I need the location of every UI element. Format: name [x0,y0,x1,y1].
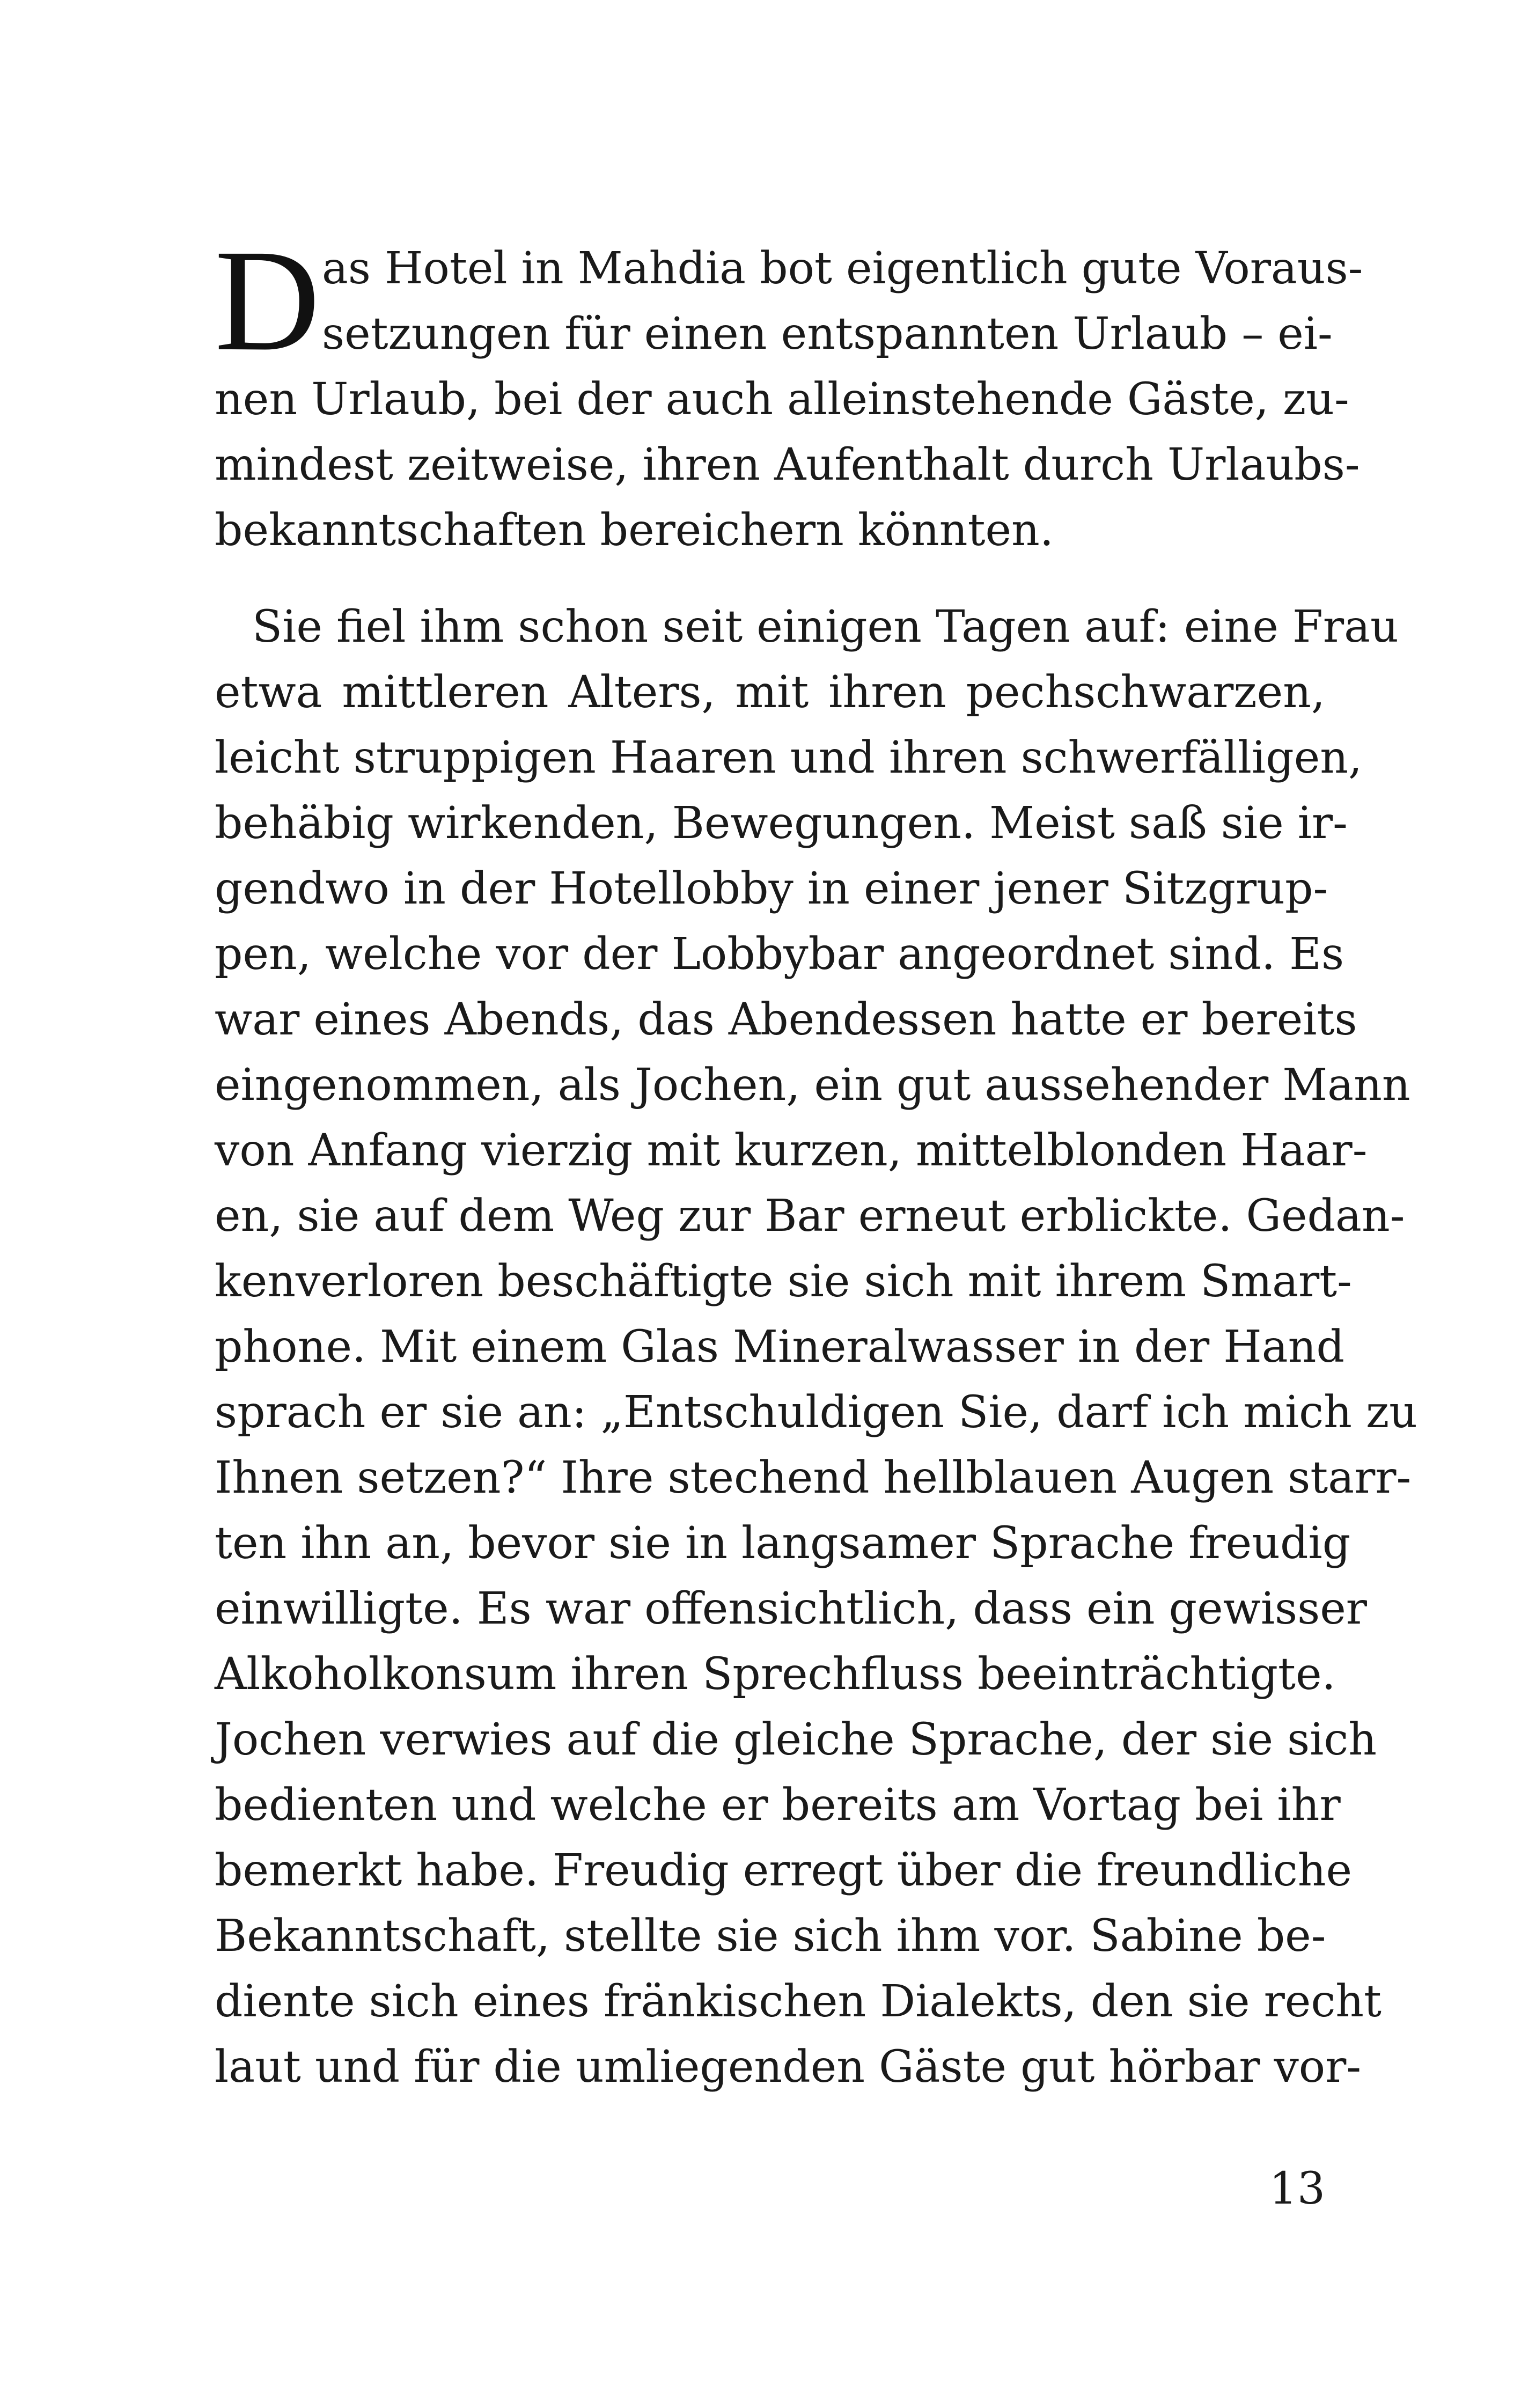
text-line: nen Urlaub, bei der auch alleinstehende Gäste, zu- [215,374,1349,425]
text-line: pen, welche vor der Lobbybar angeordnet sind. Es [215,929,1344,980]
text-line: phone. Mit einem Glas Mineralwasser in der Hand [215,1322,1344,1372]
text-line-content: as Hotel in Mahdia bot eigentlich gute Voraus- [322,243,1363,294]
page-number: 13 [1269,2163,1325,2214]
drop-cap: D [215,219,320,381]
body-text [215,219,1417,2100]
text-line: gendwo in der Hotellobby in einer jener Sitzgrup- [215,863,1328,914]
text-line: sprach er sie an: „Entschuldigen Sie, darf ich mich zu [215,1387,1417,1438]
paragraph-spacer [215,563,1325,594]
text-line: setzungen für einen entspannten Urlaub – ei- [322,309,1333,359]
text-line: Jochen verwies auf die gleiche Sprache, der sie sich [215,1714,1377,1765]
paragraph-1 [215,219,1363,563]
paragraph-2 [215,594,1417,2100]
text-line: kenverloren beschäftigte sie sich mit ihrem Smart- [215,1256,1352,1307]
text-line: bekanntschaften bereichern könnten. [215,505,1054,556]
text-line: bedienten und welche er bereits am Vortag bei ihr [215,1780,1341,1831]
text-line: leicht struppigen Haaren und ihren schwerfälligen, [215,732,1363,783]
text-line: ten ihn an, bevor sie in langsamer Sprache freudig [215,1518,1351,1569]
text-line: war eines Abends, das Abendessen hatte er bereits [215,994,1357,1045]
text-line: einwilligte. Es war offensichtlich, dass ein gewisser [215,1583,1367,1634]
text-line: Sie fiel ihm schon seit einigen Tagen auf: eine Frau [252,601,1399,652]
text-line: von Anfang vierzig mit kurzen, mittelblonden Haar- [215,1125,1368,1176]
text-line: bemerkt habe. Freudig erregt über die freundliche [215,1845,1353,1896]
text-line: Ihnen setzen?“ Ihre stechend hellblauen Augen starr- [215,1452,1412,1503]
text-line: behäbig wirkenden, Bewegungen. Meist saß sie ir- [215,798,1348,849]
text-line: diente sich eines fränkischen Dialekts, den sie recht [215,1976,1382,2027]
text-line: Bekanntschaft, stellte sie sich ihm vor. Sabine be- [215,1911,1326,1962]
text-line: en, sie auf dem Weg zur Bar erneut erblickte. Gedan- [215,1191,1405,1242]
text-line: etwa mittleren Alters, mit ihren pechschwarzen, [215,667,1325,718]
text-line: mindest zeitweise, ihren Aufenthalt durch Urlaubs- [215,439,1360,490]
text-line: Alkoholkonsum ihren Sprechfluss beeinträchtigte. [215,1649,1336,1700]
text-line: laut und für die umliegenden Gäste gut hörbar vor- [215,2042,1362,2093]
text-line: eingenommen, als Jochen, ein gut aussehender Mann [215,1060,1410,1111]
